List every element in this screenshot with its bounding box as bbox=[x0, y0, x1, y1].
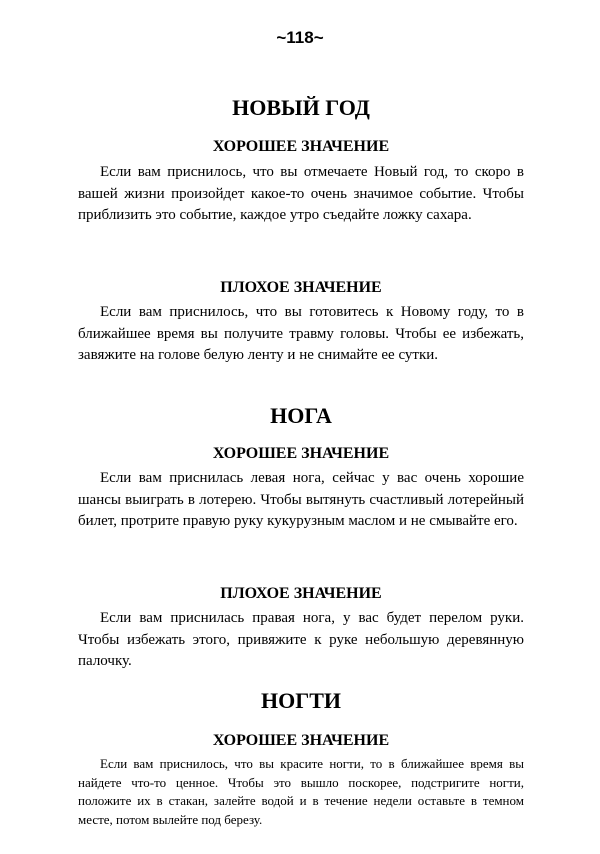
bad-meaning-heading: ПЛОХОЕ ЗНАЧЕНИЕ bbox=[220, 585, 382, 602]
bad-meaning-text: Если вам приснилась правая нога, у вас будет перелом руки. Чтобы избежать этого, привяжите к руке небольшую деревянную палочку. bbox=[78, 610, 524, 669]
bad-meaning-heading: ПЛОХОЕ ЗНАЧЕНИЕ bbox=[220, 279, 382, 296]
good-meaning-heading: ХОРОШЕЕ ЗНАЧЕНИЕ bbox=[212, 445, 390, 462]
page-number: ~118~ bbox=[276, 28, 324, 47]
section-title-new-year: НОВЫЙ ГОД bbox=[232, 95, 370, 120]
good-meaning-text: Если вам приснилось, что вы красите ногти, то в ближайшее время вы найдете что-то ценное. Чтобы это вышло поскорее, подстригите ногти, положите их в стакан, залейте водой и в течение недели оставьте в темном месте, потом вылейте под березу. bbox=[78, 756, 524, 827]
good-meaning-heading: ХОРОШЕЕ ЗНАЧЕНИЕ bbox=[212, 138, 390, 155]
good-meaning-text: Если вам приснилось, что вы отмечаете Новый год, то скоро в вашей жизни произойдет какое-то очень значимое событие. Чтобы приблизить это событие, каждое утро съедайте ложку сахара. bbox=[78, 164, 524, 223]
good-meaning-text: Если вам приснилась левая нога, сейчас у вас очень хорошие шансы выиграть в лотерею. Чтобы вытянуть счастливый лотерейный билет, протрите правую руку кукурузным маслом и не смывайте его. bbox=[78, 470, 524, 529]
section-title-leg: НОГА bbox=[270, 403, 332, 428]
bad-meaning-text: Если вам приснилось, что вы готовитесь к Новому году, то в ближайшее время вы получите травму головы. Чтобы ее избежать, завяжите на голове белую ленту и не снимайте ее сутки. bbox=[78, 304, 524, 363]
good-meaning-heading: ХОРОШЕЕ ЗНАЧЕНИЕ bbox=[212, 732, 390, 749]
section-title-nails: НОГТИ bbox=[260, 688, 341, 713]
